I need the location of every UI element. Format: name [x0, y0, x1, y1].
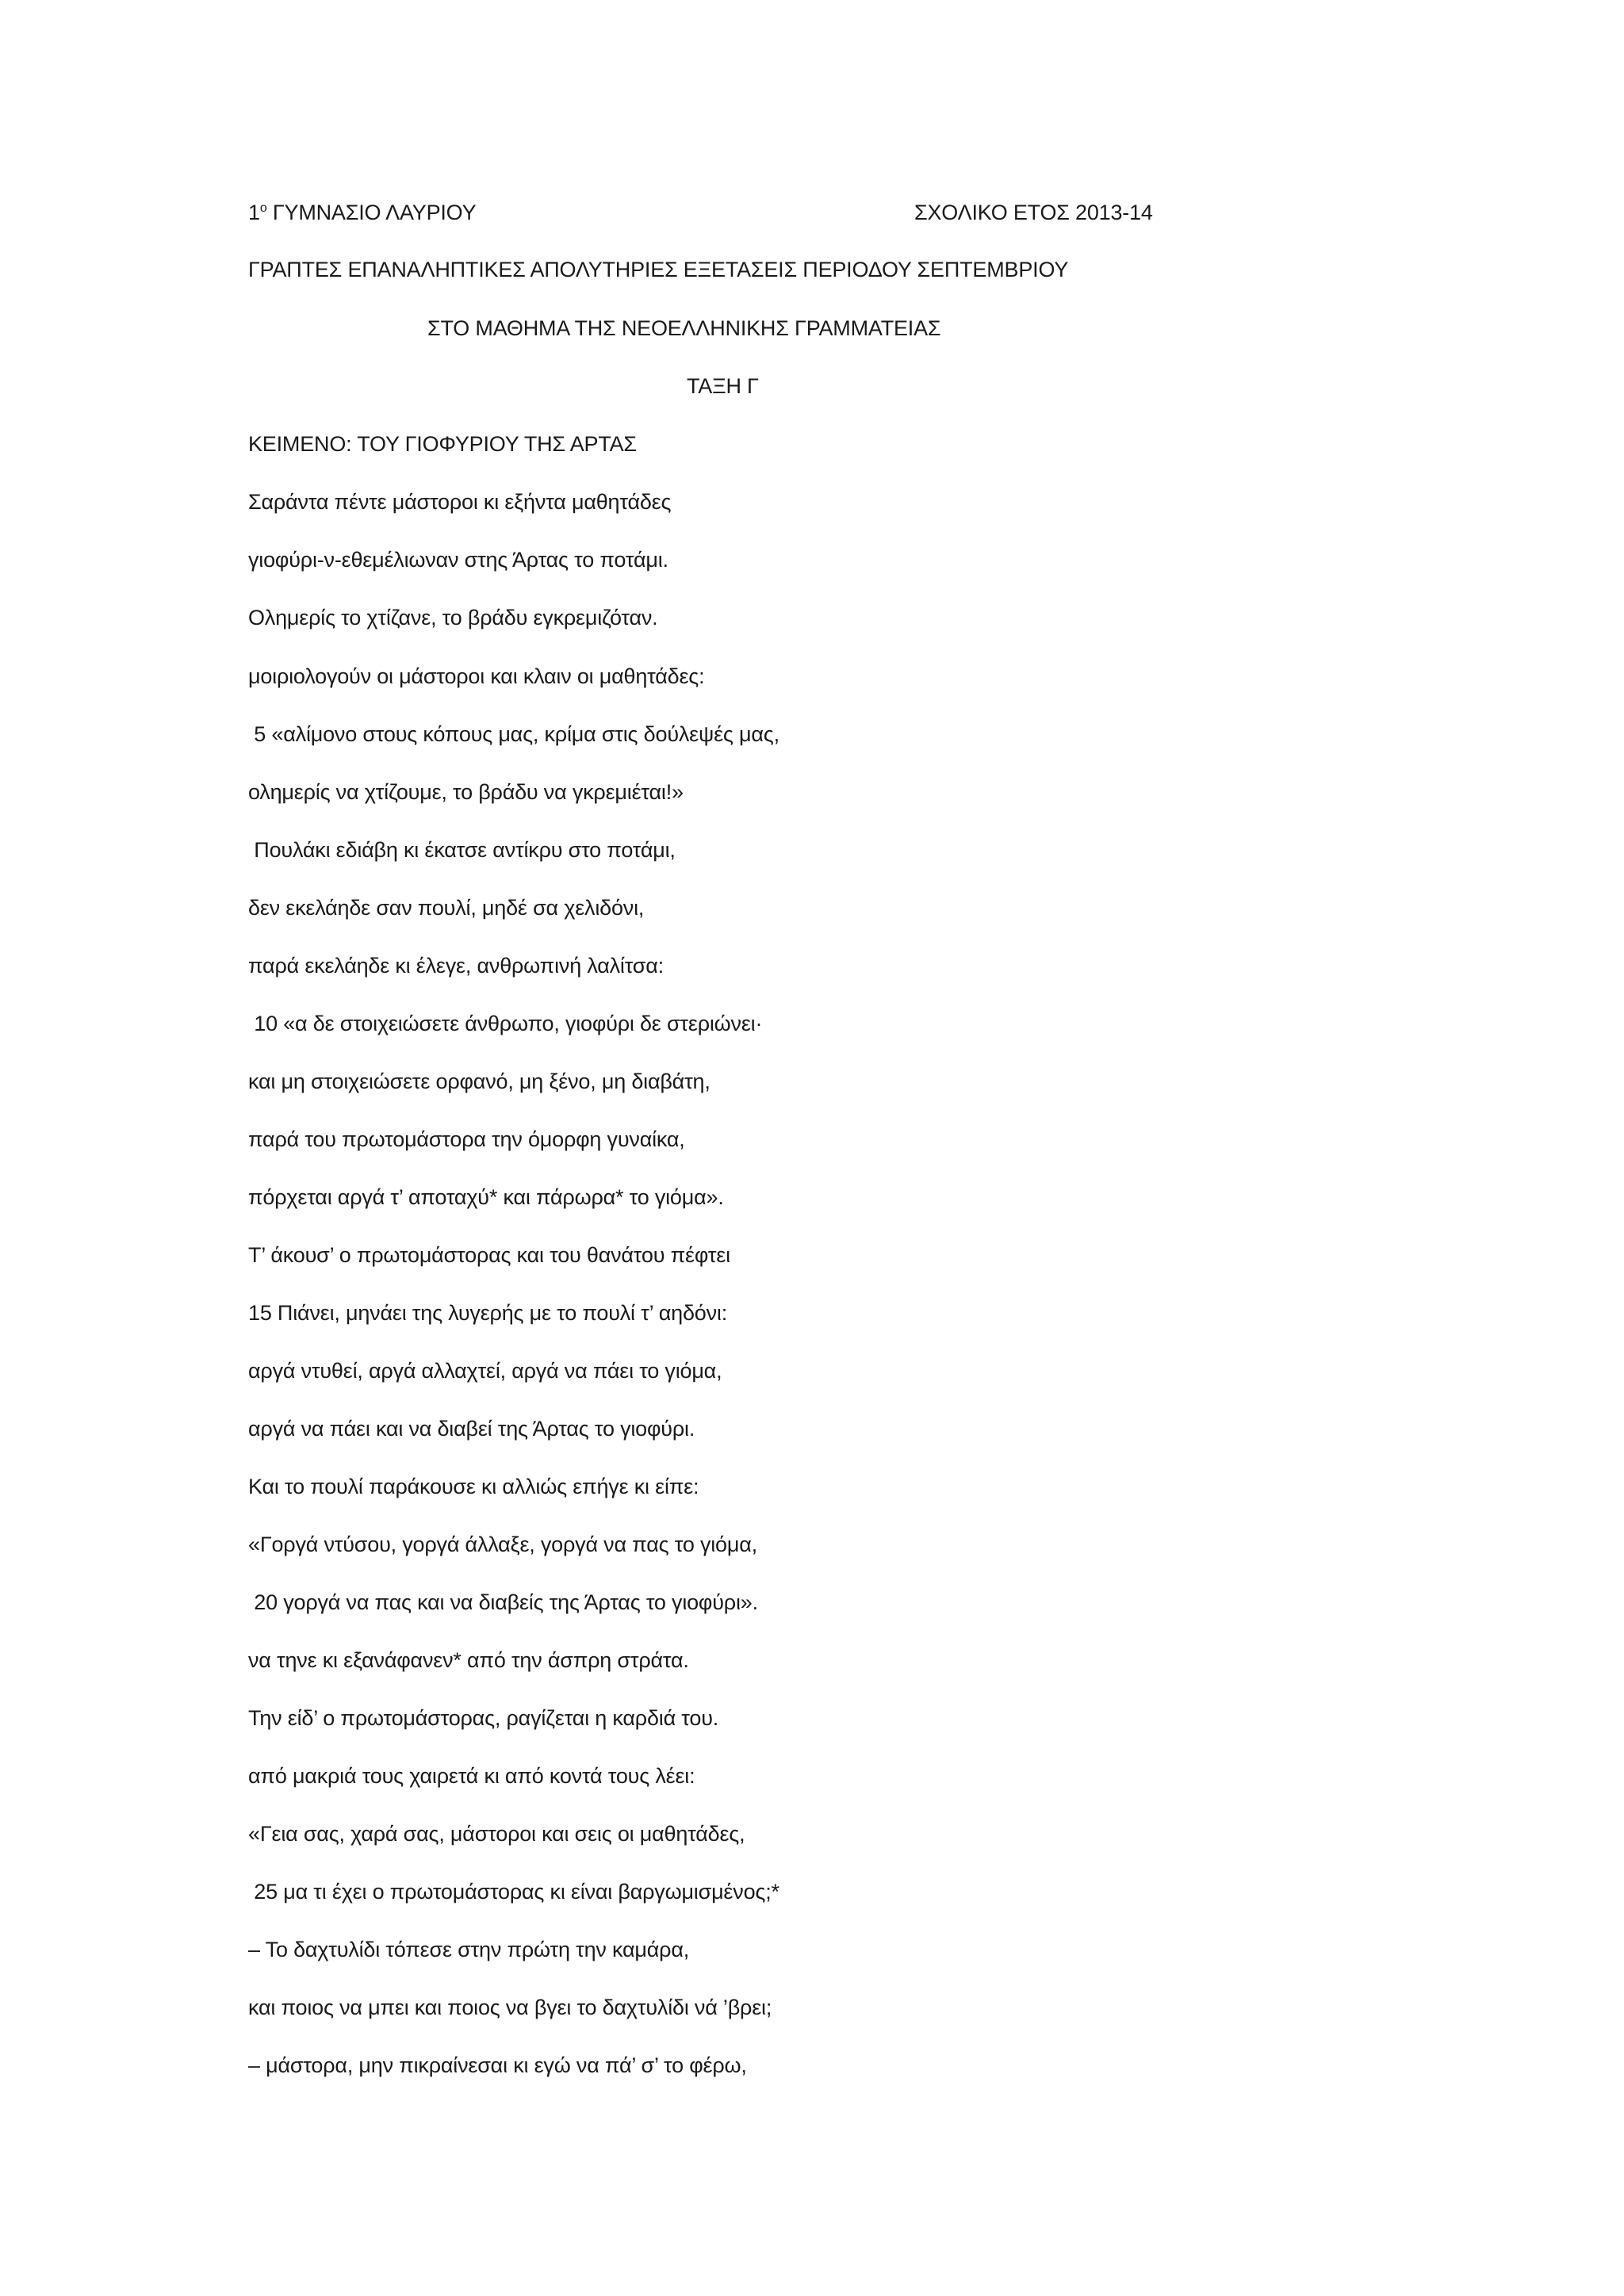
school-year: ΣΧΟΛΙΚΟ ΕΤΟΣ 2013-14 [914, 201, 1153, 224]
poem-line: Σαράντα πέντε μάστοροι κι εξήντα μαθητάδες [248, 490, 672, 514]
school-ordinal: 1 [248, 201, 260, 224]
poem-line: παρά εκελάηδε κι έλεγε, ανθρωπινή λαλίτσα: [248, 954, 664, 978]
poem-line: γιοφύρι-ν-εθεμέλιωναν στης Άρτας το ποτάμι. [248, 548, 668, 572]
poem-line: και ποιος να μπει και ποιος να βγει το δαχτυλίδι νά ’βρει; [248, 1996, 772, 2019]
school-ordinal-superscript: ο [259, 201, 267, 215]
exam-title: ΓΡΑΠΤΕΣ ΕΠΑΝΑΛΗΠΤΙΚΕΣ ΑΠΟΛΥΤΗΡΙΕΣ ΕΞΕΤΑΣΕΙΣ ΠΕΡΙΟΔΟΥ ΣΕΠΤΕΜΒΡΙΟΥ [248, 258, 1069, 281]
poem-line: «Γεια σας, χαρά σας, μάστοροι και σεις οι μαθητάδες, [248, 1822, 745, 1846]
poem-line: 25 μα τι έχει ο πρωτομάστορας κι είναι βαργωμισμένος;* [248, 1880, 779, 1904]
class-line: ΤΑΞΗ Γ [687, 374, 759, 398]
poem-line: Και το πουλί παράκουσε κι αλλιώς επήγε κι είπε: [248, 1475, 699, 1498]
poem-line: Ολημερίς το χτίζανε, το βράδυ εγκρεμιζόταν. [248, 606, 658, 629]
subject-line: ΣΤΟ ΜΑΘΗΜΑ ΤΗΣ ΝΕΟΕΛΛΗΝΙΚΗΣ ΓΡΑΜΜΑΤΕΙΑΣ [427, 316, 941, 340]
poem-line: – Το δαχτυλίδι τόπεσε στην πρώτη την καμάρα, [248, 1938, 690, 1961]
poem-line: Τ’ άκουσ’ ο πρωτομάστορας και του θανάτου πέφτει [248, 1243, 730, 1267]
poem-line: και μη στοιχειώσετε ορφανό, μη ξένο, μη διαβάτη, [248, 1070, 710, 1093]
poem-line: «Γοργά ντύσου, γοργά άλλαξε, γοργά να πας το γιόμα, [248, 1533, 757, 1556]
poem-line: παρά του πρωτομάστορα την όμορφη γυναίκα, [248, 1127, 685, 1151]
poem-line: ολημερίς να χτίζουμε, το βράδυ να γκρεμιέται!» [248, 780, 684, 804]
poem-line: μοιριολογούν οι μάστοροι και κλαιν οι μαθητάδες: [248, 664, 705, 688]
poem-line: 20 γοργά να πας και να διαβείς της Άρτας το γιοφύρι». [248, 1590, 758, 1614]
poem-line: 15 Πιάνει, μηνάει της λυγερής με το πουλί τ’ αηδόνι: [248, 1301, 727, 1325]
poem-line: Την είδ’ ο πρωτομάστορας, ραγίζεται η καρδιά του. [248, 1706, 719, 1730]
poem-line: να τηνε κι εξανάφανεν* από την άσπρη στράτα. [248, 1648, 689, 1672]
poem-line: δεν εκελάηδε σαν πουλί, μηδέ σα χελιδόνι, [248, 896, 645, 920]
poem-line: – μάστορα, μην πικραίνεσαι κι εγώ να πά’ σ’ το φέρω, [248, 2053, 747, 2077]
poem-line: Πουλάκι εδιάβη κι έκατσε αντίκρυ στο ποτάμι, [248, 838, 676, 862]
poem-line: 10 «α δε στοιχειώσετε άνθρωπο, γιοφύρι δε στεριώνει· [248, 1012, 763, 1035]
school-name [248, 200, 476, 225]
text-title: ΚΕΙΜΕΝΟ: ΤΟΥ ΓΙΟΦΥΡΙΟΥ ΤΗΣ ΑΡΤΑΣ [248, 432, 637, 456]
poem-line: από μακριά τους χαιρετά κι από κοντά τους λέει: [248, 1764, 695, 1788]
poem-line: πόρχεται αργά τ’ αποταχύ* και πάρωρα* το γιόμα». [248, 1185, 724, 1209]
poem-line: αργά να πάει και να διαβεί της Άρτας το γιοφύρι. [248, 1417, 695, 1441]
school-name-text: ΓΥΜΝΑΣΙΟ ΛΑΥΡΙΟΥ [266, 201, 477, 224]
poem-line: 5 «αλίμονο στους κόπους μας, κρίμα στις δούλεψές μας, [248, 722, 779, 746]
poem-line: αργά ντυθεί, αργά αλλαχτεί, αργά να πάει το γιόμα, [248, 1359, 722, 1383]
